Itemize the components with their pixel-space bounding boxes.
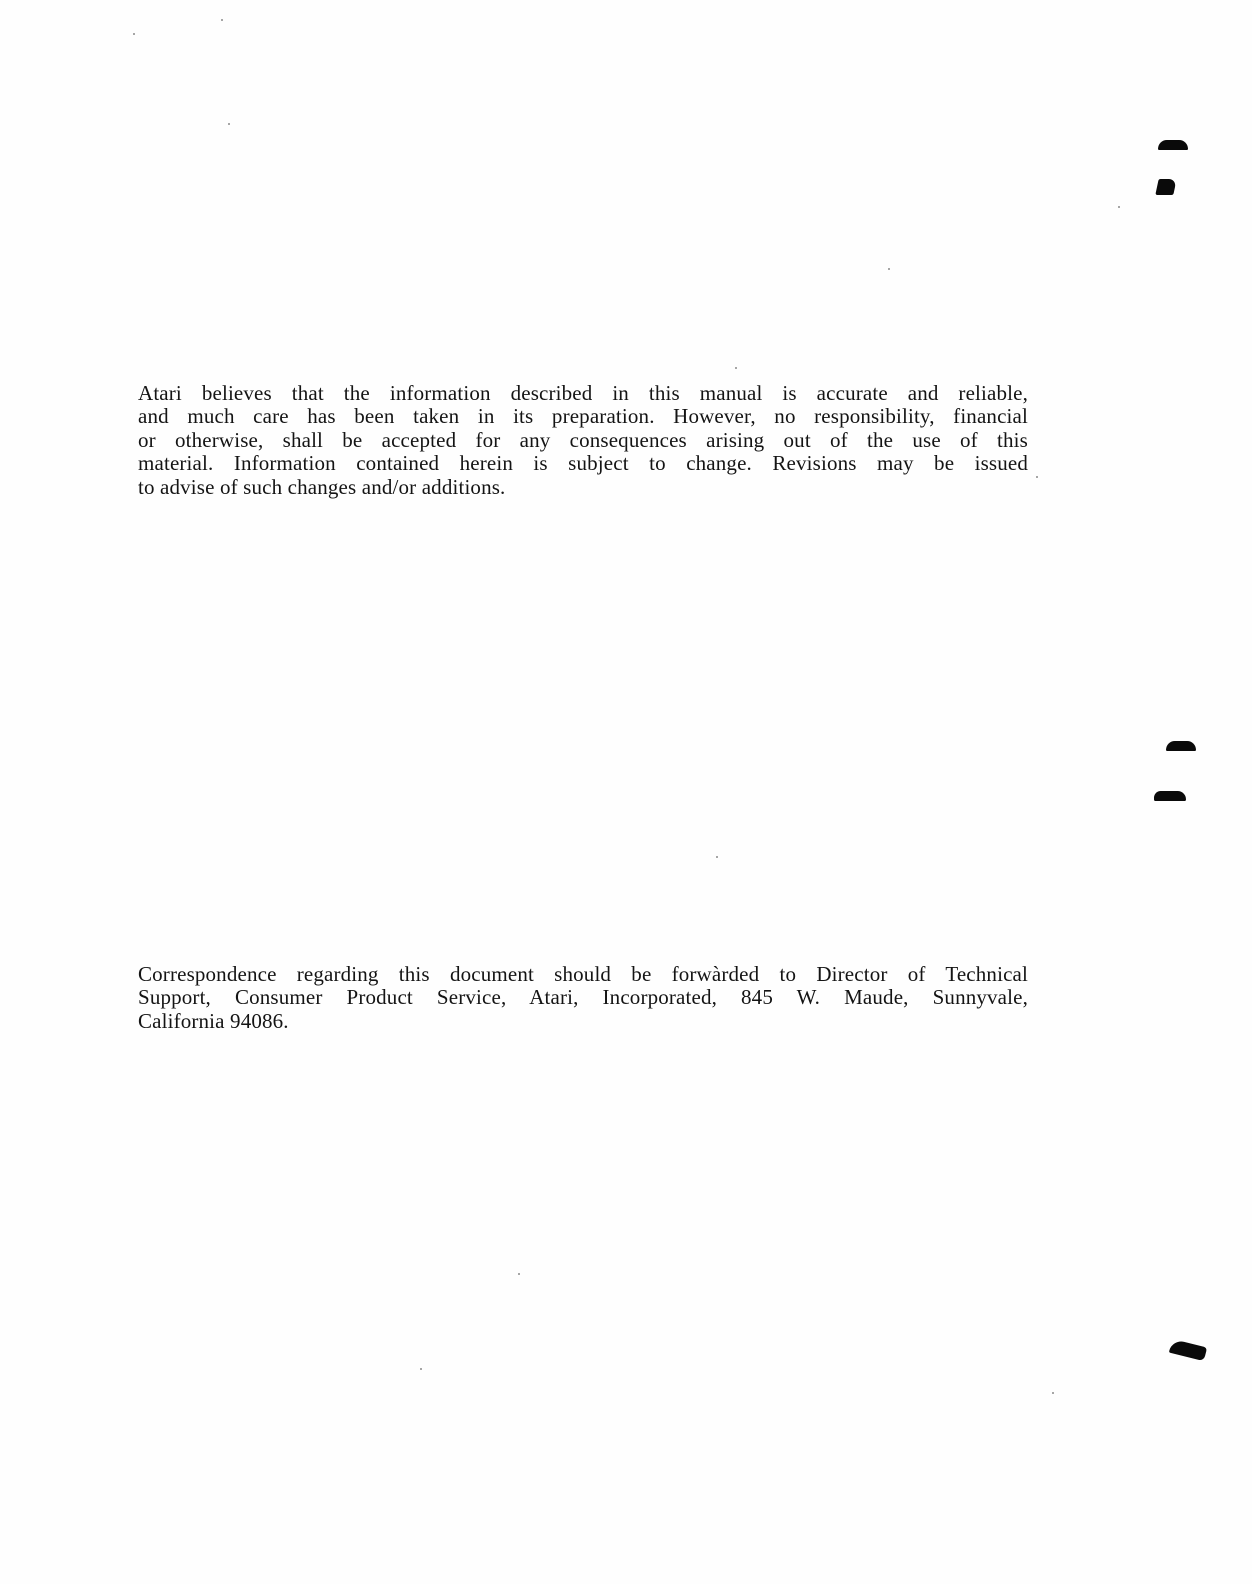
scan-speck <box>228 123 230 125</box>
punch-hole-mark <box>1166 741 1196 751</box>
scan-speck <box>716 856 718 858</box>
scan-speck <box>420 1368 422 1370</box>
scan-speck <box>735 367 737 369</box>
scan-speck <box>133 33 135 35</box>
punch-hole-mark <box>1155 179 1176 195</box>
disclaimer-line: Atari believes that the information described in this manual is accurate and reliable, <box>138 381 1028 405</box>
disclaimer-paragraph <box>138 382 1028 499</box>
punch-hole-mark <box>1169 1339 1207 1361</box>
correspondence-line: Support, Consumer Product Service, Atari, Incorporated, 845 W. Maude, Sunnyvale, <box>138 985 1028 1010</box>
scan-speck <box>1052 1392 1054 1394</box>
scan-speck <box>1036 476 1038 478</box>
disclaimer-line: material. Information contained herein is subject to change. Revisions may be issued <box>138 451 1028 476</box>
disclaimer-line: to advise of such changes and/or additions. <box>138 474 506 499</box>
correspondence-line: Correspondence regarding this document should be forwàrded to Director of Technical <box>138 962 1028 986</box>
correspondence-line: California 94086. <box>138 1008 289 1033</box>
punch-hole-mark <box>1154 791 1186 801</box>
scan-speck <box>221 19 223 21</box>
scan-speck <box>1118 206 1120 208</box>
punch-hole-mark <box>1158 140 1188 150</box>
disclaimer-line: and much care has been taken in its preparation. However, no responsibility, financial <box>138 404 1028 429</box>
disclaimer-line: or otherwise, shall be accepted for any consequences arising out of the use of this <box>138 427 1028 452</box>
scan-speck <box>518 1273 520 1275</box>
correspondence-paragraph <box>138 963 1028 1033</box>
scan-speck <box>888 268 890 270</box>
